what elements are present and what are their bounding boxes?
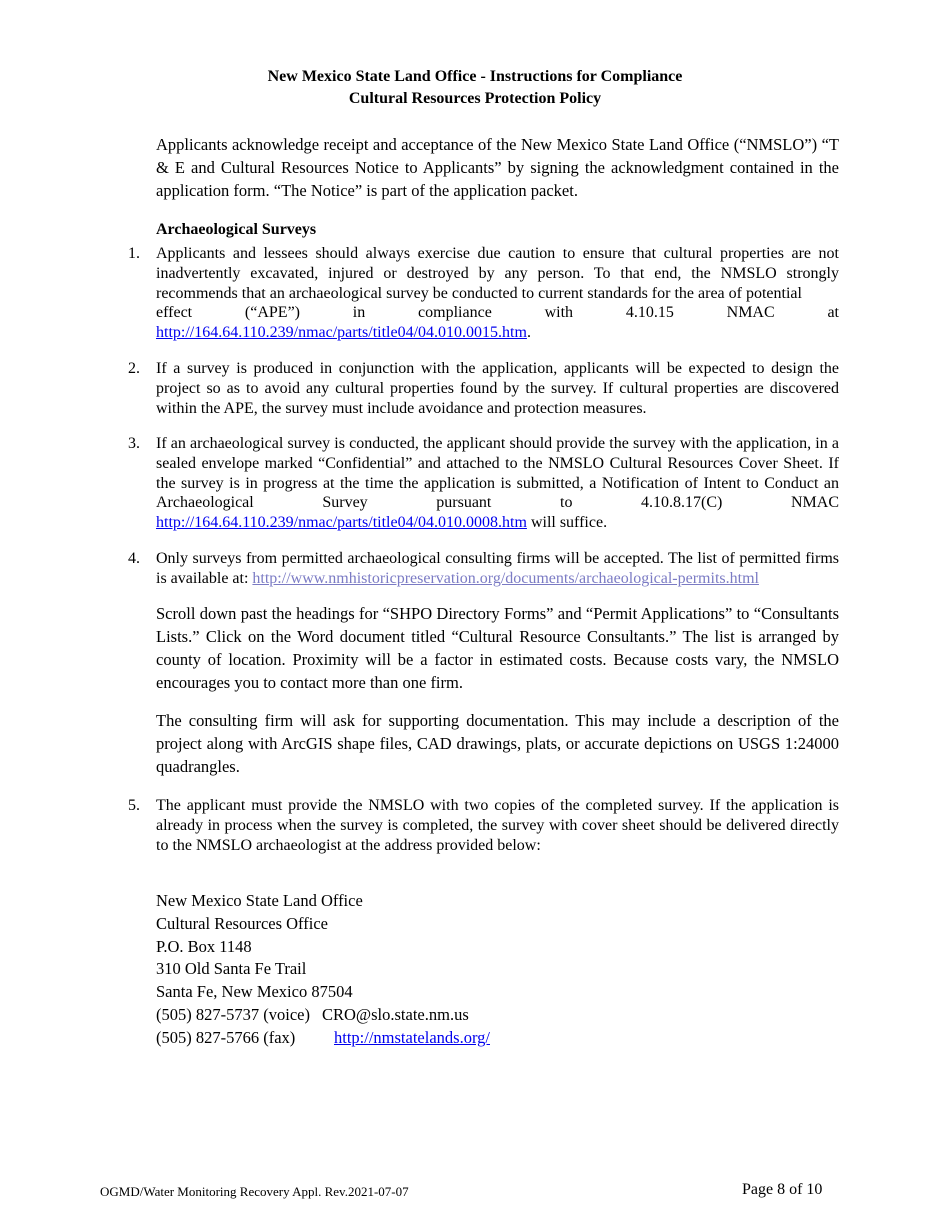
item-4-text: Only surveys from permitted archaeological consulting firms will be accepted. The list of permitted firms is available at:	[156, 550, 839, 587]
item-5-text: The applicant must provide the NMSLO with two copies of the completed survey. If the application is already in process when the survey is completed, the survey with cover sheet should be delivered directly to the NMSLO archaeologist at the address provided below:	[156, 797, 839, 854]
list-item-5	[128, 796, 839, 855]
doc-title-line1: New Mexico State Land Office - Instructions for Compliance	[267, 68, 683, 85]
nmac-0008-link[interactable]: http://164.64.110.239/nmac/parts/title04/04.010.0008.htm	[156, 514, 527, 532]
list-number: 5.	[128, 797, 140, 814]
contact-row-voice	[156, 1004, 490, 1027]
item-2-text: If a survey is produced in conjunction with the application, applicants will be expected to design the project so as to avoid any cultural properties found by the survey. If cultural properties are discovered within the APE, the survey must include avoidance and protection measures.	[156, 360, 839, 417]
list-item-4	[128, 549, 839, 589]
item-3-suffix: will suffice.	[526, 514, 608, 532]
list-item-2	[128, 359, 839, 418]
address-line: New Mexico State Land Office	[156, 891, 363, 910]
list-item-1	[128, 244, 839, 343]
section-heading: Archaeological Surveys	[156, 221, 317, 238]
footer-revision: OGMD/Water Monitoring Recovery Appl. Rev.2021-07-07	[100, 1184, 409, 1199]
page-number: Page 8 of 10	[742, 1181, 823, 1198]
list-number: 1.	[128, 245, 140, 262]
item-1-text-b: effect (“APE”) in compliance with 4.10.15 NMAC at	[156, 304, 839, 322]
item-3-text: If an archaeological survey is conducted, the applicant should provide the survey with the application, in a sealed envelope marked “Confidential” and attached to the NMSLO Cultural Resources Cover Sheet. If the survey is in progress at the time the application is submitted, a Notification of Intent to Conduct an Archaeological Survey pursuant to 4.10.8.17(C) NMAC	[156, 435, 839, 512]
contact-row-fax	[156, 1027, 490, 1050]
intro-paragraph: Applicants acknowledge receipt and acceptance of the New Mexico State Land Office (“NMSLO”) “T & E and Cultural Resources Notice to Applicants” by signing the acknowledgment contained in the application form. “The Notice” is part of the application packet.	[156, 135, 839, 200]
scroll-instructions-paragraph: Scroll down past the headings for “SHPO Directory Forms” and “Permit Applications” to “Consultants Lists.” Click on the Word document titled “Cultural Resource Consultants.” The list is arranged by county of location. Proximity will be a factor in estimated costs. Because costs vary, the NMSLO encourages you to contact more than one firm.	[156, 604, 839, 692]
consulting-firm-paragraph: The consulting firm will ask for supporting documentation. This may include a description of the project along with ArcGIS shape files, CAD drawings, plats, or accurate depictions on USGS 1:24000 quadrangles.	[156, 711, 839, 776]
permits-list-link[interactable]: http://www.nmhistoricpreservation.org/documents/archaeological-permits.html	[252, 569, 759, 587]
phone-fax: (505) 827-5766 (fax)	[156, 1027, 296, 1047]
website-link[interactable]: http://nmstatelands.org/	[334, 1027, 490, 1047]
address-line: Cultural Resources Office	[156, 913, 328, 933]
address-line: P.O. Box 1148	[156, 936, 252, 956]
item-1-period: .	[526, 324, 531, 342]
email-address[interactable]: CRO@slo.state.nm.us	[322, 1004, 469, 1024]
address-line: Santa Fe, New Mexico 87504	[156, 982, 353, 1002]
list-number: 4.	[128, 550, 140, 567]
list-number: 2.	[128, 360, 140, 377]
item-1-text: Applicants and lessees should always exercise due caution to ensure that cultural properties are not inadvertently excavated, injured or destroyed by any person. To that end, the NMSLO strongly recommends that an archaeological survey be conducted to current standards for the area of potential	[156, 245, 839, 302]
phone-voice: (505) 827-5737 (voice)	[156, 1004, 310, 1024]
address-line: 310 Old Santa Fe Trail	[156, 959, 307, 979]
doc-title-line2: Cultural Resources Protection Policy	[348, 90, 602, 107]
list-item-3	[128, 434, 839, 533]
list-number: 3.	[128, 435, 140, 452]
address-block	[156, 890, 490, 1050]
nmac-0015-link[interactable]: http://164.64.110.239/nmac/parts/title04/04.010.0015.htm	[156, 324, 527, 342]
